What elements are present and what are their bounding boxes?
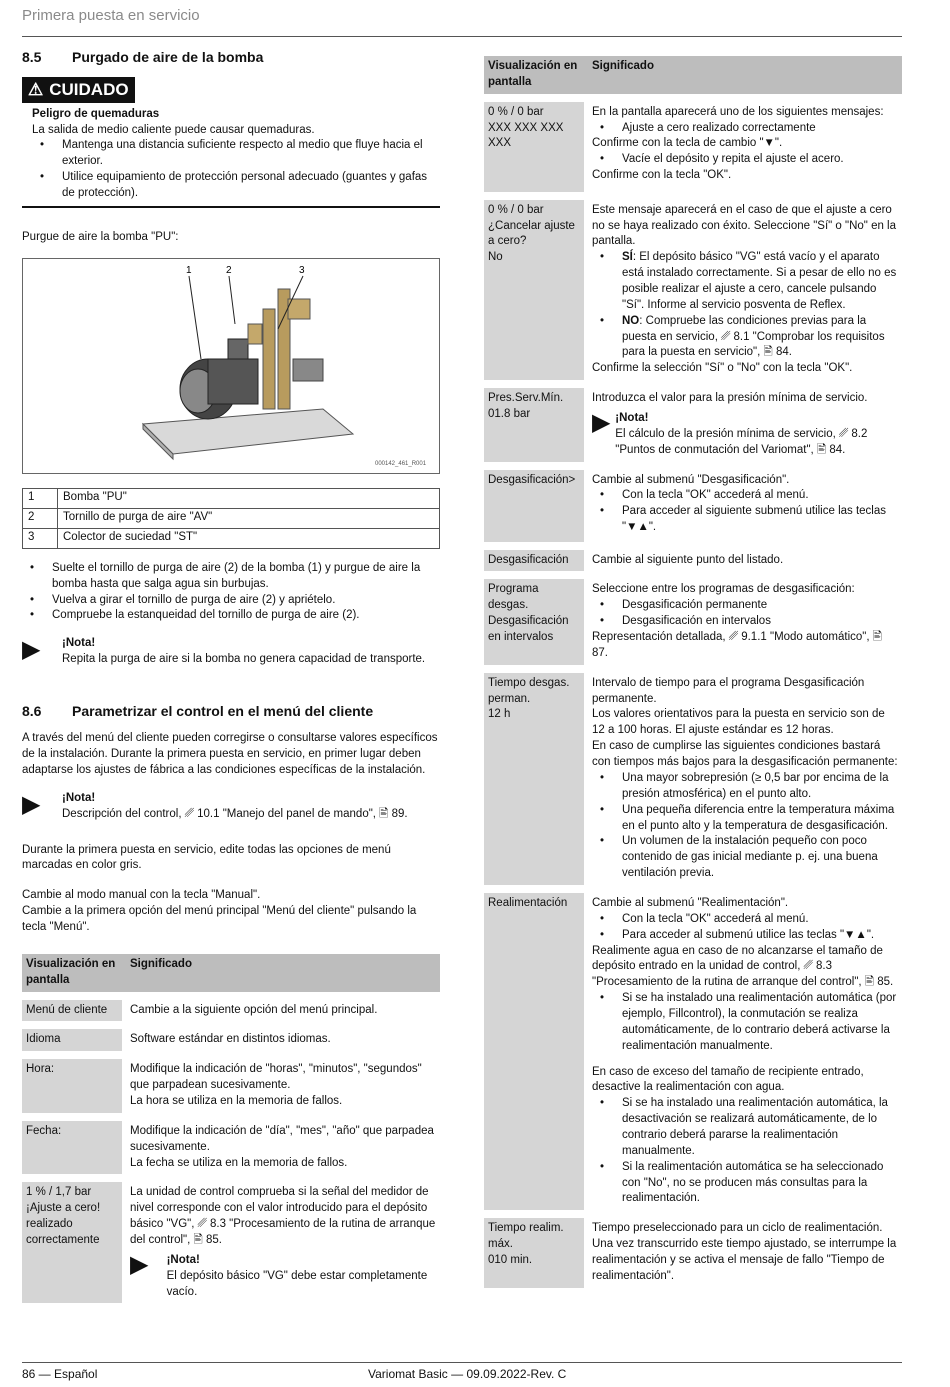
meaning-cell: Tiempo preseleccionado para un ciclo de realimentación. Una vez transcurrido este tiempo ajustado, se interrumpe la realimentación y se activa el mensaje de fallo "Tiempo de realimentación". [592, 1222, 897, 1282]
meaning-cell: Cambie a la siguiente opción del menú principal. [130, 1003, 378, 1016]
meaning-text: La unidad de control comprueba si la señal del medidor de nivel corresponde con el valor introducido para el depósito básico "VG", ␥ 8.3 "Procesamiento de la rutina de arranque del control", 🖹 85. [130, 1186, 436, 1247]
left-column [22, 48, 440, 1311]
note-title: ¡Nota! [615, 412, 649, 425]
note-text: Descripción del control, ␥ 10.1 "Manejo del panel de mando", 🖹 89. [62, 807, 408, 820]
meaning-cell [122, 1121, 440, 1175]
warning-triangle-icon: ⚠ [28, 80, 44, 100]
table-row [22, 1182, 440, 1303]
header-cell: Significado [584, 56, 902, 94]
callout-3: 3 [299, 264, 305, 276]
note-box [130, 1250, 436, 1301]
footer-doc-title: Variomat Basic — 09.09.2022-Rev. C [368, 1367, 567, 1381]
table-row [23, 488, 440, 508]
meaning-cell [122, 1182, 440, 1303]
table-row [484, 470, 902, 542]
warning-list [32, 138, 440, 201]
meaning-cell: Software estándar en distintos idiomas. [130, 1033, 331, 1046]
paragraph: Cambie al modo manual con la tecla "Manual". [22, 889, 261, 902]
note-title: ¡Nota! [166, 1253, 200, 1266]
warning-body [22, 123, 440, 208]
display-cell: Hora: [22, 1059, 122, 1113]
meaning-cell: Introduzca el valor para la presión mínima de servicio. ▶ ¡Nota! El cálculo de la presión mínima de servicio, ␥ 8.2 "Puntos de conmutación del Variomat", 🖹 84. [584, 388, 902, 461]
list-item: • Utilice equipamiento de protección personal adecuado (guantes y gafas de protección). [32, 170, 440, 202]
table-row [484, 550, 902, 572]
meaning-cell: Cambie al submenú "Desgasificación". • Con la tecla "OK" accederá al menú. • Para acceder al siguiente submenú utilice las teclas "▼▲". [584, 470, 902, 542]
warning-title: Peligro de quemaduras [32, 107, 160, 120]
list-item: • Con la tecla "OK" accederá al menú. [592, 488, 898, 504]
purge-intro: Purgue de aire la bomba "PU": [22, 230, 179, 243]
footer-page-number: 86 — Español [22, 1367, 98, 1381]
display-cell: Realimentación [484, 893, 584, 1210]
display-cell: Desgasificación [484, 550, 584, 572]
table-row [22, 1029, 440, 1051]
table-header-row [484, 56, 902, 94]
meaning-text: La fecha se utiliza en la memoria de fallos. [130, 1156, 348, 1169]
header-divider [22, 36, 902, 37]
list-item: • Con la tecla "OK" accederá al menú. [592, 912, 898, 928]
list-item: • Ajuste a cero realizado correctamente [592, 121, 898, 137]
list-item: • Si se ha instalado una realimentación automática, la desactivación se realizará automáticamente, de lo contrario deberá pararse la realimentación manualmente. [592, 1096, 898, 1159]
display-cell: 1 % / 1,7 bar ¡Ajuste a cero! realizado correctamente [22, 1182, 122, 1303]
table-row [22, 1121, 440, 1175]
list-item: • Suelte el tornillo de purga de aire (2) de la bomba (1) y purgue de aire la bomba hasta que salga agua sin burbujas. [22, 561, 440, 593]
callout-2: 2 [226, 264, 232, 276]
note-box [22, 791, 440, 823]
warning-text: La salida de medio caliente puede causar quemaduras. [32, 123, 315, 136]
display-cell: 0 % / 0 bar ¿Cancelar ajuste a cero? No [484, 200, 584, 380]
menu-table-left [22, 946, 440, 1312]
section-title: Purgado de aire de la bomba [72, 49, 264, 65]
table-row [484, 102, 902, 192]
note-title: ¡Nota! [62, 637, 96, 650]
legend-number: 3 [23, 528, 58, 548]
meaning-cell: Seleccione entre los programas de desgasificación: • Desgasificación permanente • Desgasificación en intervalos Representación detallada, ␥ 9.1.1 "Modo automático", 🖹 87. [584, 579, 902, 664]
legend-number: 1 [23, 488, 58, 508]
table-row [484, 579, 902, 664]
table-row [484, 200, 902, 380]
table-row [484, 893, 902, 1210]
menu-table-right [484, 48, 902, 1296]
table-row [22, 1000, 440, 1022]
section-heading-8-6 [22, 702, 440, 721]
list-item: • Una pequeña diferencia entre la temperatura máxima en el punto alto y la temperatura de desgasificación. [592, 803, 898, 835]
list-item: • Desgasificación permanente [592, 598, 898, 614]
list-item: • NO: Compruebe las condiciones previas para la puesta en servicio, ␥ 8.1 "Comprobar los requisitos para la puesta en servicio", 🖹 84. [592, 314, 898, 362]
list-item: • Si la realimentación automática se ha seleccionado con "No", no se producen más consultas para la realimentación. [592, 1160, 898, 1208]
note-arrow-icon: ▶ [22, 790, 41, 818]
header-cell: Significado [122, 954, 440, 992]
note-box [592, 411, 898, 459]
legend-number: 2 [23, 508, 58, 528]
list-item: • Una mayor sobrepresión (≥ 0,5 bar por encima de la presión atmosférica) en el punto alto. [592, 771, 898, 803]
meaning-cell [122, 1059, 440, 1113]
list-item: • Vuelva a girar el tornillo de purga de aire (2) y apriételo. [22, 593, 440, 609]
table-row [23, 508, 440, 528]
meaning-cell: Cambie al siguiente punto del listado. [592, 553, 784, 566]
section-heading-8-5 [22, 48, 440, 67]
display-cell: Pres.Serv.Mín. 01.8 bar [484, 388, 584, 461]
list-item: • Mantenga una distancia suficiente respecto al medio que fluye hacia el exterior. [32, 138, 440, 170]
display-cell: 0 % / 0 bar XXX XXX XXX XXX [484, 102, 584, 192]
table-row [22, 1059, 440, 1113]
table-row [484, 388, 902, 461]
callout-1: 1 [186, 264, 192, 276]
footer-divider [22, 1362, 902, 1363]
meaning-text: La hora se utiliza en la memoria de fallos. [130, 1095, 343, 1107]
note-title: ¡Nota! [62, 791, 96, 804]
list-item: • Para acceder al submenú utilice las teclas "▼▲". [592, 928, 898, 944]
meaning-cell: En la pantalla aparecerá uno de los siguientes mensajes: • Ajuste a cero realizado correctamente Confirme con la tecla de cambio "▼". • Vacíe el depósito y repita el ajuste el acero. Confirme con la tecla "OK". [584, 102, 902, 192]
list-item: • Vacíe el depósito y repita el ajuste el acero. [592, 152, 898, 168]
figure-legend [22, 488, 440, 549]
table-row [484, 1218, 902, 1287]
meaning-text: Modifique la indicación de "horas", "minutos", "segundos" que parpadean sucesivamente. [130, 1063, 422, 1092]
figure-code: 000142_461_R001 [375, 460, 427, 467]
note-box [22, 636, 440, 668]
list-item: • Si se ha instalado una realimentación automática (por ejemplo, Fillcontrol), la conmutación se realiza automáticamente, de lo contrario deberá activarse la realimentación manualmente. [592, 991, 898, 1054]
table-header-row [22, 954, 440, 992]
legend-text: Colector de suciedad "ST" [58, 528, 440, 548]
pump-illustration [23, 259, 439, 471]
note-arrow-icon: ▶ [22, 636, 41, 664]
table-row [23, 528, 440, 548]
meaning-text: Modifique la indicación de "día", "mes", "año" que parpadea sucesivamente. [130, 1124, 434, 1153]
display-cell: Menú de cliente [22, 1000, 122, 1022]
section-number: 8.6 [22, 702, 42, 719]
display-cell: Tiempo realim. máx. 010 min. [484, 1218, 584, 1287]
note-arrow-icon: ▶ [130, 1250, 149, 1278]
section-number: 8.5 [22, 49, 42, 65]
meaning-cell: Este mensaje aparecerá en el caso de que el ajuste a cero no se haya realizado con éxito. Seleccione "Sí" o "No" en la pantalla. • SÍ: El depósito básico "VG" está vacío y el aparato está instalado correctamente. Si a pesar de ello no es posible realizar el ajuste a cero, cancele pulsando "Sí". Informe al servicio posventa de Reflex. • NO: Compruebe las condiciones previas para la puesta en servicio, ␥ 8.1 "Comprobar los requisitos para la puesta en servicio", 🖹 84. Confirme la selección "Sí" o "No" con la tecla "OK". [584, 200, 902, 380]
display-cell: Fecha: [22, 1121, 122, 1175]
display-cell: Programa desgas. Desgasificación en intervalos [484, 579, 584, 664]
paragraph: Cambie a la primera opción del menú principal "Menú del cliente" pulsando la tecla "Menú". [22, 905, 417, 933]
page-header-title: Primera puesta en servicio [22, 7, 200, 24]
list-item: • Desgasificación en intervalos [592, 614, 898, 630]
note-text: Repita la purga de aire si la bomba no genera capacidad de transporte. [62, 653, 426, 666]
display-cell: Idioma [22, 1029, 122, 1051]
list-item: • SÍ: El depósito básico "VG" está vacío y el aparato está instalado correctamente. Si a pesar de ello no es posible realizar el ajuste a cero, cancele pulsando "Sí". Informe al servicio posventa de Reflex. [592, 250, 898, 313]
list-item: • Un volumen de la instalación pequeño con poco contenido de gas inicial mediante p. ej. una buena ventilación previa. [592, 834, 898, 882]
meaning-cell: Cambie al submenú "Realimentación". • Con la tecla "OK" accederá al menú. • Para acceder al submenú utilice las teclas "▼▲". Realimente agua en caso de no alcanzarse el tamaño de depósito entrado en la unidad de control, ␥ 8.3 "Procesamiento de la rutina de arranque del control", 🖹 85. • Si se ha instalado una realimentación automática (por ejemplo, Fillcontrol), la conmutación se realiza automáticamente, de lo contrario deberá activarse la realimentación manualmente. En caso de exceso del tamaño de recipiente entrado, desactive la realimentación con agua. • Si se ha instalado una realimentación automática, la desactivación se realizará automáticamente, de lo contrario deberá pararse la realimentación manualmente. • Si la realimentación automática se ha seleccionado con "No", no se producen más consultas para la realimentación. [584, 893, 902, 1210]
table-row [484, 673, 902, 885]
list-item: • Para acceder al siguiente submenú utilice las teclas "▼▲". [592, 504, 898, 536]
pump-figure [22, 258, 440, 474]
meaning-cell: Intervalo de tiempo para el programa Desgasificación permanente. Los valores orientativos para la puesta en servicio son de 12 a 100 horas. El ajuste estándar es 12 horas. En caso de cumplirse las siguientes condiciones bastará con tiempos más bajos para la desgasificación permanente: • Una mayor sobrepresión (≥ 0,5 bar por encima de la presión atmosférica) en el punto alto. • Una pequeña diferencia entre la temperatura máxima en el punto alto y la temperatura de desgasificación. • Un volumen de la instalación pequeño con poco contenido de gas inicial mediante p. ej. una buena ventilación previa. [584, 673, 902, 885]
purge-steps [22, 561, 440, 624]
paragraph: A través del menú del cliente pueden corregirse o consultarse valores específicos de la instalación. Durante la primera puesta en servicio, en primer lugar deben adaptarse los ajustes de fábrica a las condiciones específicas de la instalación. [22, 732, 438, 776]
right-column [484, 48, 902, 1296]
list-item: • Compruebe la estanqueidad del tornillo de purga de aire (2). [22, 608, 440, 624]
note-text: El cálculo de la presión mínima de servicio, ␥ 8.2 "Puntos de conmutación del Variomat", 🖹 84. [615, 427, 868, 456]
header-cell: Visualización en pantalla [484, 56, 584, 94]
display-cell: Desgasificación> [484, 470, 584, 542]
note-text: El depósito básico "VG" debe estar completamente vacío. [166, 1269, 428, 1298]
display-cell: Tiempo desgas. perman. 12 h [484, 673, 584, 885]
section-title: Parametrizar el control en el menú del cliente [72, 702, 374, 719]
caution-text: CUIDADO [49, 80, 129, 100]
paragraph: Durante la primera puesta en servicio, edite todas las opciones de menú marcadas en color gris. [22, 843, 391, 872]
header-cell: Visualización en pantalla [22, 954, 122, 992]
note-arrow-icon: ▶ [592, 409, 611, 437]
caution-label [22, 77, 135, 102]
legend-text: Tornillo de purga de aire "AV" [58, 508, 440, 528]
legend-text: Bomba "PU" [58, 488, 440, 508]
